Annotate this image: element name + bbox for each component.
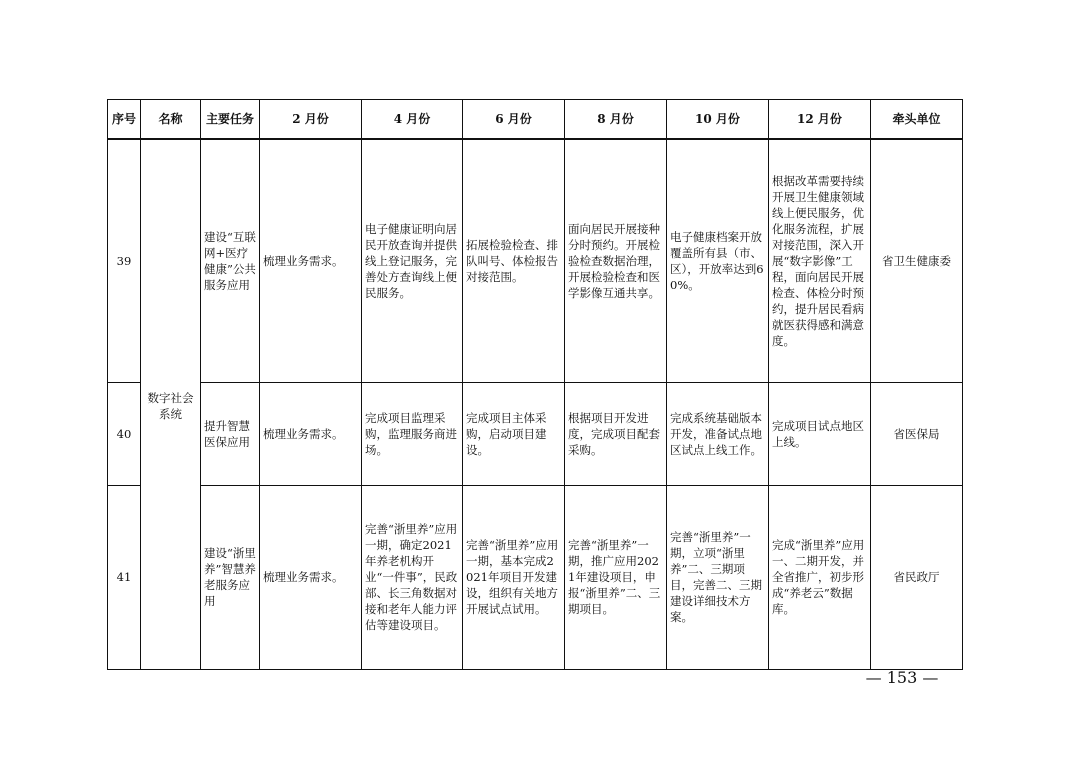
- cell-dec: 完成项目试点地区上线。: [769, 382, 871, 485]
- cell-jun: 完成项目主体采购，启动项目建设。: [463, 382, 565, 485]
- cell-apr: 完成项目监理采购，监理服务商进场。: [362, 382, 463, 485]
- header-task: 主要任务: [201, 100, 260, 140]
- table-row: [108, 139, 963, 382]
- table-row: [108, 382, 963, 485]
- cell-lead: 省医保局: [871, 382, 963, 485]
- cell-lead: 省卫生健康委: [871, 139, 963, 382]
- header-row: [108, 100, 963, 140]
- cell-aug: 面向居民开展接种分时预约。开展检验检查数据治理，开展检验检查和医学影像互通共享。: [565, 139, 667, 382]
- cell-feb: 梳理业务需求。: [260, 485, 362, 669]
- page-number: — 153 —: [865, 668, 939, 687]
- header-apr: 4 月份: [362, 100, 463, 140]
- cell-dec: 完成“浙里养”应用一、二期开发，并全省推广，初步形成“养老云”数据库。: [769, 485, 871, 669]
- cell-apr: 电子健康证明向居民开放查询并提供线上登记服务，完善处方查询线上便民服务。: [362, 139, 463, 382]
- plan-table: [107, 99, 963, 670]
- row-no: 40: [108, 382, 141, 485]
- header-aug: 8 月份: [565, 100, 667, 140]
- header-no: 序号: [108, 100, 141, 140]
- cell-jun: 拓展检验检查、排队叫号、体检报告对接范围。: [463, 139, 565, 382]
- table-row: [108, 485, 963, 669]
- cell-aug: 完善“浙里养”一期，推广应用2021年建设项目，申报“浙里养”二、三期项目。: [565, 485, 667, 669]
- cell-feb: 梳理业务需求。: [260, 139, 362, 382]
- cell-dec: 根据改革需要持续开展卫生健康领域线上便民服务，优化服务流程，扩展对接范围，深入开展“数字影像”工程，面向居民开展检查、体检分时预约，提升居民看病就医获得感和满意度。: [769, 139, 871, 382]
- header-lead: 牵头单位: [871, 100, 963, 140]
- group-name: 数字社会系统: [141, 139, 201, 669]
- row-no: 41: [108, 485, 141, 669]
- cell-oct: 电子健康档案开放覆盖所有县（市、区），开放率达到60%。: [667, 139, 769, 382]
- cell-oct: 完善“浙里养”一期，立项“浙里养”二、三期项目，完善二、三期建设详细技术方案。: [667, 485, 769, 669]
- cell-jun: 完善“浙里养”应用一期，基本完成2021年项目开发建设，组织有关地方开展试点试用。: [463, 485, 565, 669]
- header-feb: 2 月份: [260, 100, 362, 140]
- cell-oct: 完成系统基础版本开发，准备试点地区试点上线工作。: [667, 382, 769, 485]
- cell-feb: 梳理业务需求。: [260, 382, 362, 485]
- header-dec: 12 月份: [769, 100, 871, 140]
- header-oct: 10 月份: [667, 100, 769, 140]
- row-task: 建设“浙里养”智慧养老服务应用: [201, 485, 260, 669]
- header-name: 名称: [141, 100, 201, 140]
- row-no: 39: [108, 139, 141, 382]
- cell-lead: 省民政厅: [871, 485, 963, 669]
- cell-aug: 根据项目开发进度，完成项目配套采购。: [565, 382, 667, 485]
- row-task: 提升智慧医保应用: [201, 382, 260, 485]
- cell-apr: 完善“浙里养”应用一期，确定2021年养老机构开业“一件事”，民政部、长三角数据对接和老年人能力评估等建设项目。: [362, 485, 463, 669]
- header-jun: 6 月份: [463, 100, 565, 140]
- row-task: 建设“互联网+医疗健康”公共服务应用: [201, 139, 260, 382]
